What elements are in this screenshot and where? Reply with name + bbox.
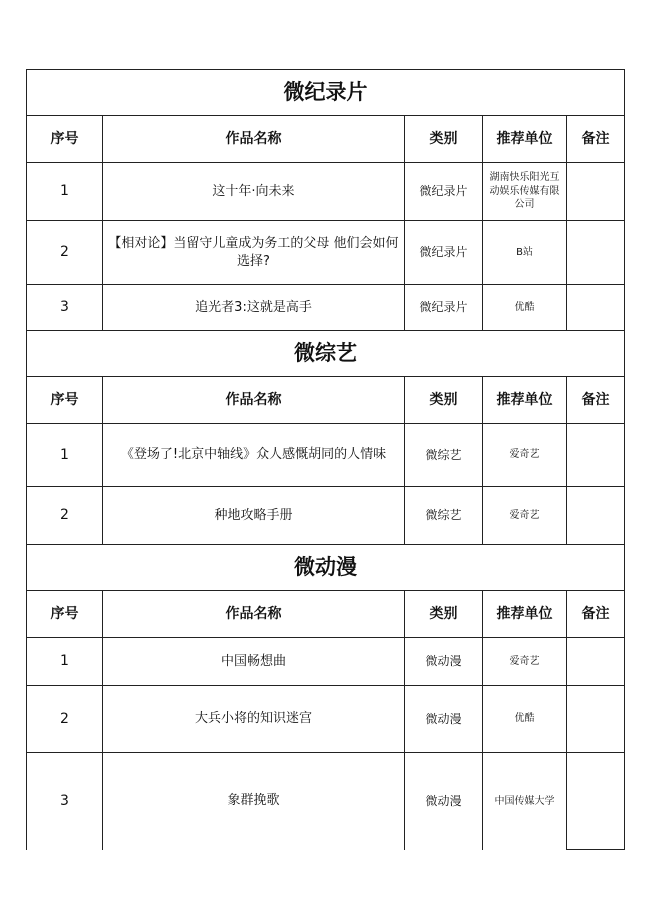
header-note: 备注 <box>567 116 625 163</box>
table-row <box>27 424 625 487</box>
row-category: 微综艺 <box>405 487 483 545</box>
header-row <box>27 116 625 163</box>
row-unit: 优酷 <box>483 285 567 331</box>
row-title: 这十年·向未来 <box>103 163 405 221</box>
table-row <box>27 285 625 331</box>
row-category: 微动漫 <box>405 686 483 753</box>
row-number: 2 <box>27 686 103 753</box>
row-unit: B站 <box>483 221 567 285</box>
section-title: 微纪录片 <box>27 70 625 116</box>
row-note <box>567 424 625 487</box>
row-title: 中国畅想曲 <box>103 638 405 686</box>
row-note <box>567 221 625 285</box>
row-title: 象群挽歌 <box>103 753 405 850</box>
header-category: 类别 <box>405 116 483 163</box>
header-category: 类别 <box>405 591 483 638</box>
row-title: 追光者3:这就是高手 <box>103 285 405 331</box>
header-note: 备注 <box>567 591 625 638</box>
row-note <box>567 487 625 545</box>
row-number: 3 <box>27 753 103 850</box>
section-title: 微动漫 <box>27 545 625 591</box>
header-unit: 推荐单位 <box>483 591 567 638</box>
works-table <box>26 69 625 850</box>
row-category: 微纪录片 <box>405 285 483 331</box>
header-row <box>27 377 625 424</box>
header-title: 作品名称 <box>103 591 405 638</box>
header-unit: 推荐单位 <box>483 377 567 424</box>
row-unit: 中国传媒大学 <box>483 753 567 850</box>
row-unit: 优酷 <box>483 686 567 753</box>
row-number: 1 <box>27 163 103 221</box>
header-note: 备注 <box>567 377 625 424</box>
header-number: 序号 <box>27 591 103 638</box>
row-category: 微动漫 <box>405 638 483 686</box>
row-unit: 爱奇艺 <box>483 424 567 487</box>
table-row <box>27 487 625 545</box>
row-title: 种地攻略手册 <box>103 487 405 545</box>
table-row <box>27 753 625 850</box>
section-title-row <box>27 545 625 591</box>
row-category: 微纪录片 <box>405 221 483 285</box>
row-note <box>567 753 625 850</box>
row-number: 3 <box>27 285 103 331</box>
section-title-row <box>27 70 625 116</box>
row-number: 1 <box>27 638 103 686</box>
row-category: 微综艺 <box>405 424 483 487</box>
header-title: 作品名称 <box>103 377 405 424</box>
table-row <box>27 163 625 221</box>
row-number: 2 <box>27 487 103 545</box>
header-unit: 推荐单位 <box>483 116 567 163</box>
row-title: 【相对论】当留守儿童成为务工的父母 他们会如何选择? <box>103 221 405 285</box>
row-note <box>567 638 625 686</box>
row-unit: 爱奇艺 <box>483 638 567 686</box>
header-number: 序号 <box>27 377 103 424</box>
row-number: 2 <box>27 221 103 285</box>
table-row <box>27 221 625 285</box>
row-note <box>567 285 625 331</box>
row-title: 大兵小将的知识迷宫 <box>103 686 405 753</box>
section-title: 微综艺 <box>27 331 625 377</box>
row-category: 微纪录片 <box>405 163 483 221</box>
row-title: 《登场了!北京中轴线》众人感慨胡同的人情味 <box>103 424 405 487</box>
row-note <box>567 686 625 753</box>
header-row <box>27 591 625 638</box>
document-page <box>26 69 624 850</box>
header-number: 序号 <box>27 116 103 163</box>
row-category: 微动漫 <box>405 753 483 850</box>
row-unit: 爱奇艺 <box>483 487 567 545</box>
table-row <box>27 638 625 686</box>
row-note <box>567 163 625 221</box>
header-category: 类别 <box>405 377 483 424</box>
header-title: 作品名称 <box>103 116 405 163</box>
row-number: 1 <box>27 424 103 487</box>
section-title-row <box>27 331 625 377</box>
row-unit: 湖南快乐阳光互动娱乐传媒有限公司 <box>483 163 567 221</box>
table-row <box>27 686 625 753</box>
